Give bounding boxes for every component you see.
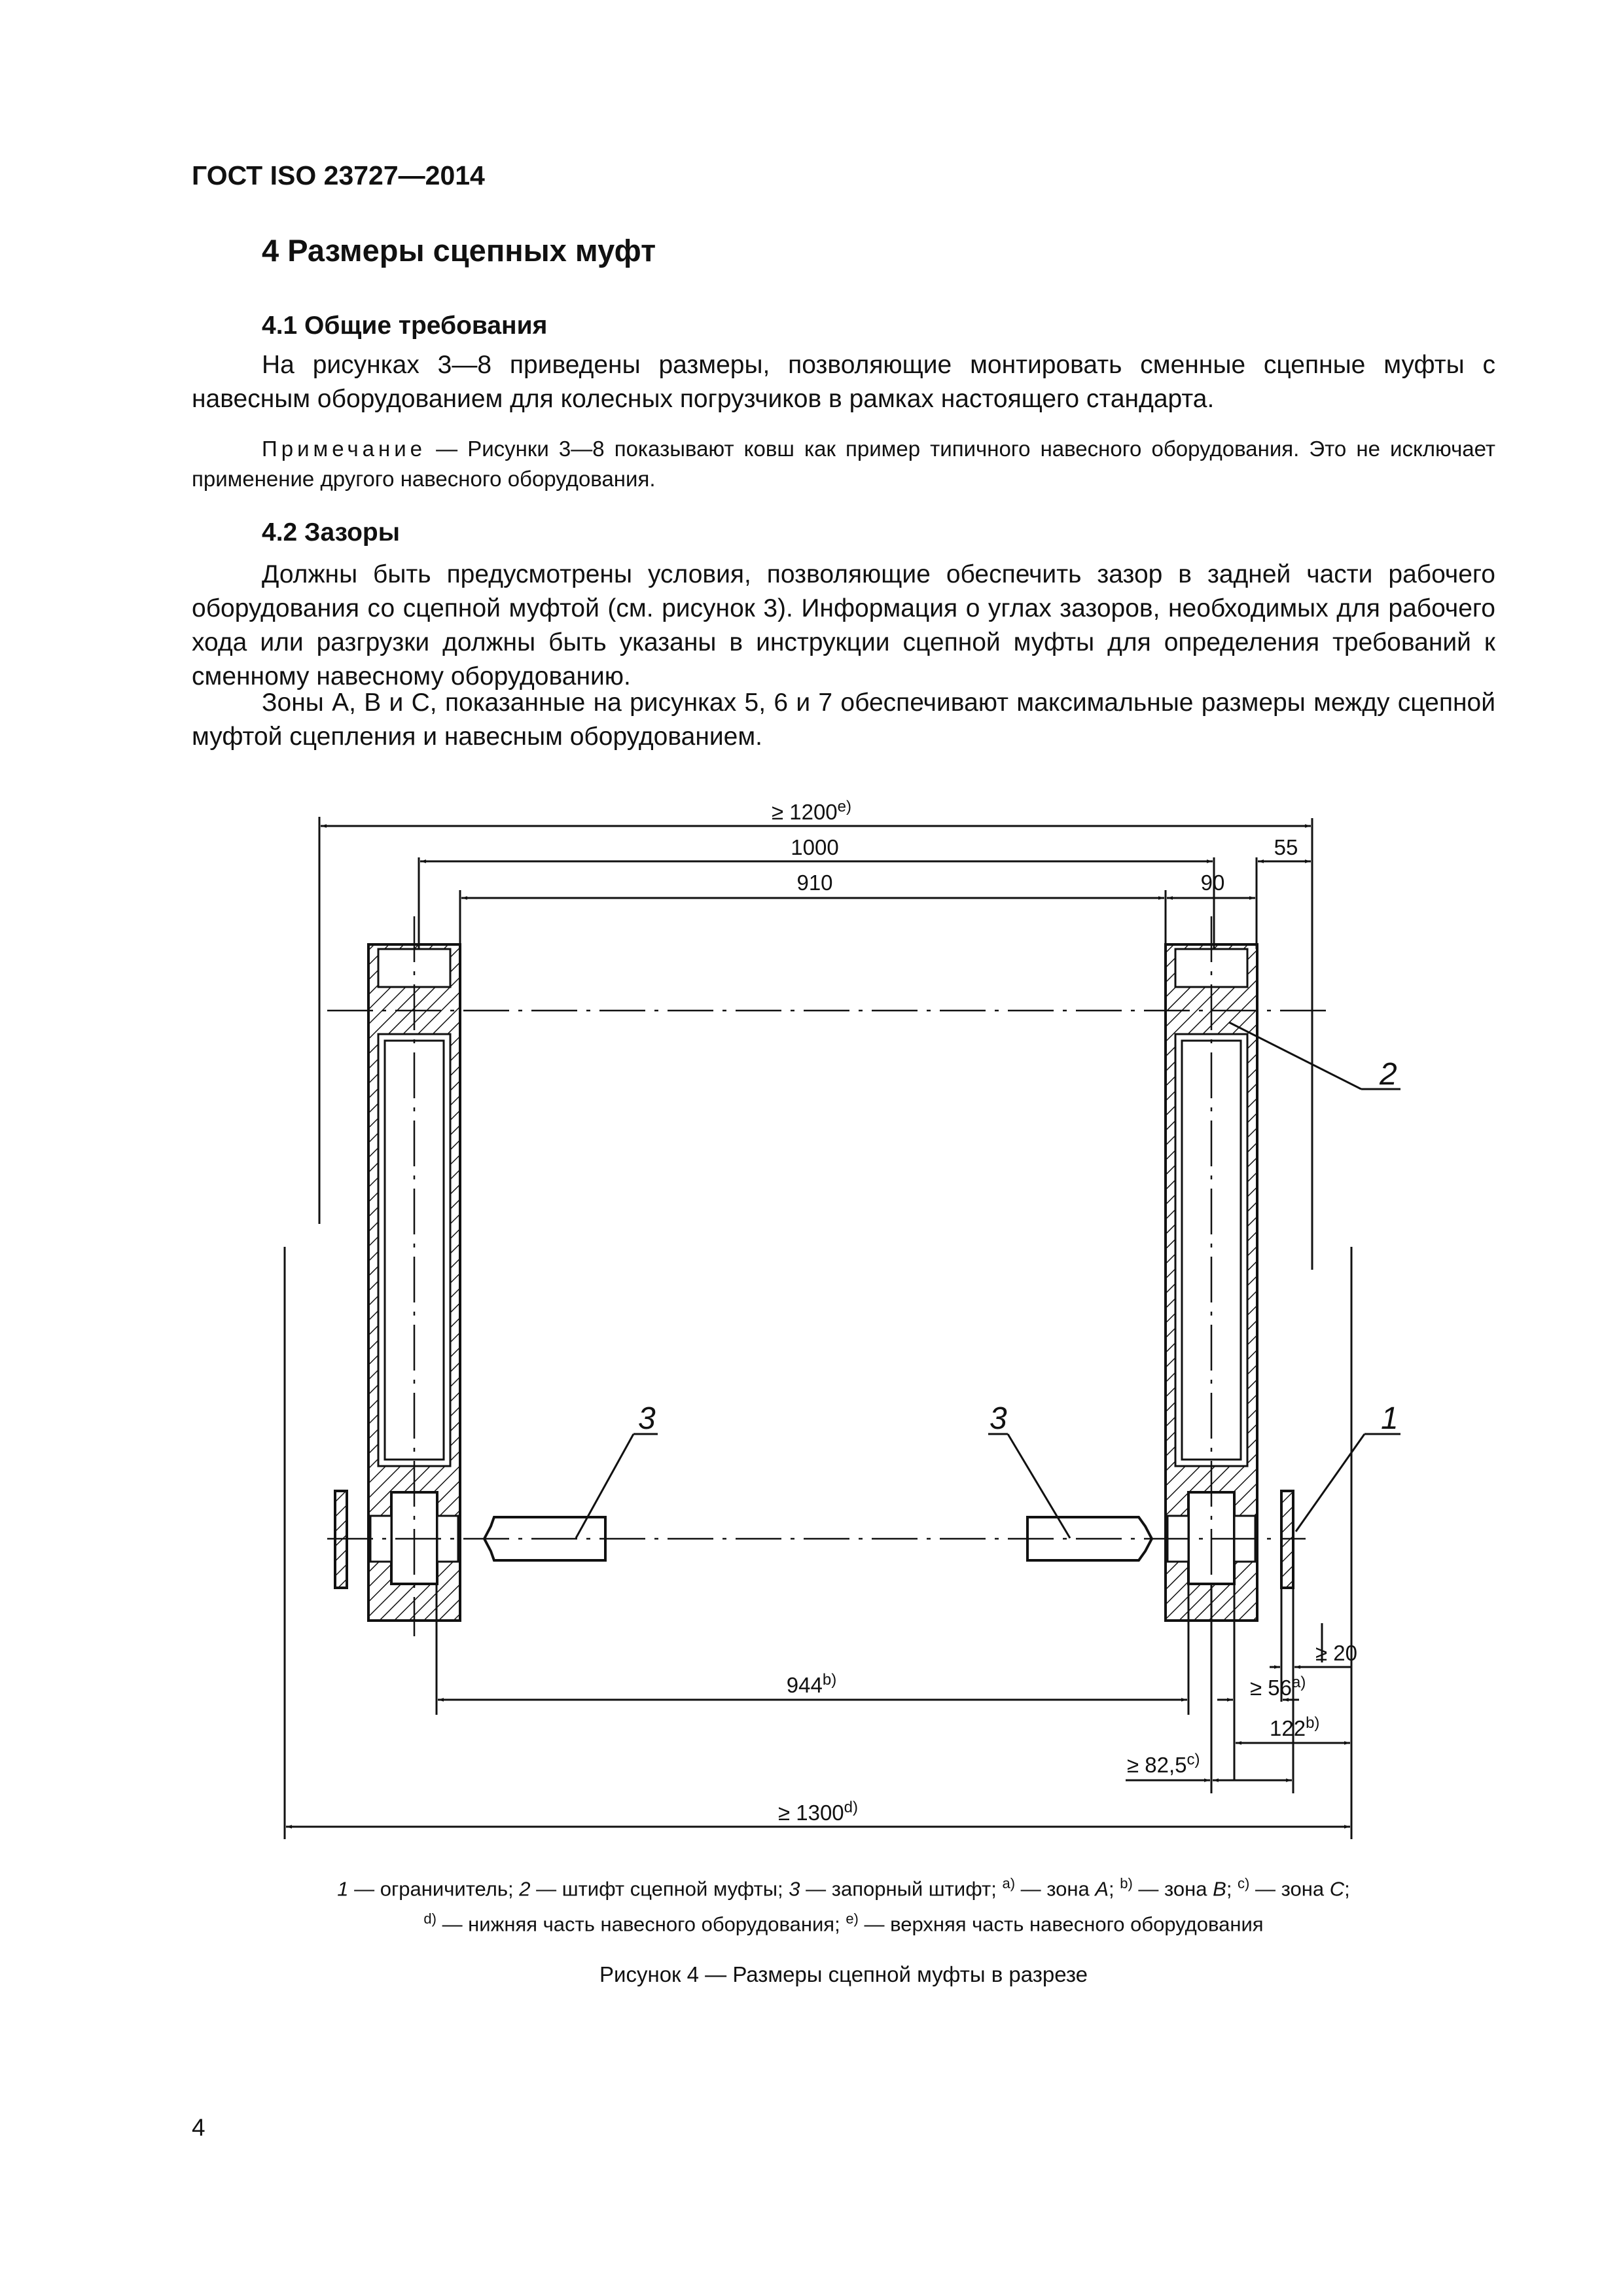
subsection-title-4-2: 4.2 Зазоры [262,518,401,547]
callout-3-right: 3 [990,1401,1007,1436]
dim-944: 944$^{b)}$ [786,1671,837,1697]
dim-82-5: ≥ $82,5^{c)}$ [1127,1751,1200,1777]
page-number: 4 [192,2114,205,2141]
callout-3-left: 3 [638,1401,656,1436]
note-text: — Рисунки 3—8 показывают ковш как пример типичного навесного оборудования. Это не исключает применение другого навесного оборудования. [192,437,1495,491]
dim-1200: ≥ $1200^{e)}$ [771,798,852,824]
callout-2: 2 [1380,1057,1397,1092]
note-label: Примечание [262,437,427,461]
figure-legend: 1 — ограничитель; 2 — штифт сцепной муфты; 3 — запорный штифт; $^{а)}$ — зона А; $^{b)}$ — зона В; $^{c)}$ — зона С; $^{d)}$ — нижняя часть навесного оборудования; $^{e)}$ — верхняя часть навесного оборудования [337,1875,1350,1936]
dim-90: 90 [1200,870,1225,895]
leader-lines [576,1022,1400,1538]
dim-122: 122$^{b)}$ [1270,1714,1320,1740]
dim-55: 55 [1274,835,1298,859]
dim-910: 910 [796,870,833,895]
paragraph-4-1: На рисунках 3—8 приведены размеры, позволяющие монтировать сменные сцепные муфты с навесным оборудованием для колесных погрузчиков в рамках настоящего стандарта. [192,351,1495,413]
standard-header: ГОСТ ISO 23727—2014 [192,160,485,190]
section-title: 4 Размеры сцепных муфт [262,233,656,268]
dim-1300: ≥ $1300^{d)}$ [777,1799,859,1825]
dim-20: ≥ 20 [1315,1641,1357,1665]
paragraph-4-2-b: Зоны А, В и С, показанные на рисунках 5, 6 и 7 обеспечивают максимальные размеры между сцепной муфтой сцепления и навесным оборудованием. [192,689,1495,751]
figure-caption: Рисунок 4 — Размеры сцепной муфты в разрезе [599,1962,1088,1986]
paragraph-4-2-a: Должны быть предусмотрены условия, позволяющие обеспечить зазор в задней части рабочего оборудования со сцепной муфтой (см. рисунок 3). Информация о углах зазоров, необходимых для рабочего хода или разгрузки должны быть указаны в инструкции сцепной муфты для определения требований к сменному навесному оборудованию. [192,560,1495,691]
dim-1000: 1000 [791,835,839,859]
callout-1: 1 [1381,1401,1399,1436]
subsection-title-4-1: 4.1 Общие требования [262,312,548,340]
dim-56: ≥ $56^{a)}$ [1250,1674,1306,1700]
